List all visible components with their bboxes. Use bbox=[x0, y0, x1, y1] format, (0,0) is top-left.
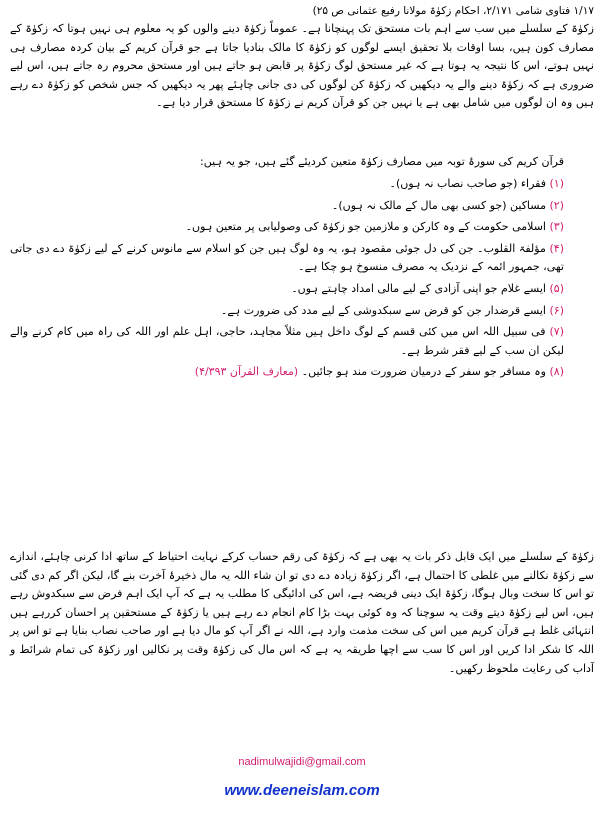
item-text: مؤلفۃ القلوب۔ جن کی دل جوئی مقصود ہو، یہ وہ لوگ ہیں جن کو اسلام سے مانوس کرنے کے لیے زکوٰۃ دے دی جاتی تھی، جمہور ائمہ کے نزدیک یہ مصرف منسوخ ہو چکا ہے۔ bbox=[10, 241, 564, 274]
item-text: اسلامی حکومت کے وہ کارکن و ملازمین جو زکوٰۃ کی وصولیابی پر متعین ہوں۔ bbox=[185, 220, 546, 234]
reference-line: ۱/۱۷ فتاوی شامی ۲/۱۷۱، احکام زکوٰۃ مولانا رفیع عثمانی ص ۲۵) bbox=[312, 5, 594, 17]
item-text: فقراء (جو صاحب نصاب نہ ہوں)۔ bbox=[389, 177, 546, 190]
item-number: (۸) bbox=[549, 365, 564, 379]
item-reference: (معارف القرآن ۴/۳۹۳) bbox=[194, 365, 299, 379]
item-text: فی سبیل اللہ اس میں کئی قسم کے لوگ داخل ہیں مثلاً مجاہد، حاجی، اہل علم اور اللہ کی راہ میں کام کرنے والے لیکن ان سب کے لیے فقر شرط ہے۔ bbox=[10, 325, 564, 357]
closing-paragraph bbox=[10, 548, 594, 678]
intro-paragraph bbox=[10, 20, 594, 113]
item-text: مساکین (جو کسی بھی مال کے مالک نہ ہوں)۔ bbox=[331, 198, 546, 212]
list-item bbox=[10, 218, 564, 237]
closing-paragraph-text: زکوٰۃ کے سلسلے میں ایک قابل ذکر بات یہ بھی ہے کہ زکوٰۃ کی رقم حساب کرکے نہایت احتیاط کے ساتھ ادا کرنی چاہئے، اندازے سے زکوٰۃ نکالنے میں غلطی کا احتمال ہے، اگر زکوٰۃ زیادہ دے دی تو ان شاء اللہ یہ مال ذخیرۂ آخرت بنے گا، لیکن اگر کم دی گئی تو اس کا سخت وبال ہوگا، زکوٰۃ ایک دینی فریضہ ہے، اس کی ادائیگی کا مطلب یہ ہے کہ آپ ایک اہم فرض سے سبکدوش رہے ہیں، اس لیے زکوٰۃ دیتے وقت یہ سوچنا کہ وہ کوئی بہت بڑا کام انجام دے رہے ہیں یا زکوٰۃ کے مستحقین پر احسان کررہے ہیں انتہائی غلط ہے قرآن کریم میں اس کی سخت مذمت وارد ہے، اللہ نے اگر آپ کو مال دیا ہے اور صاحب نصاب بنایا ہے تو اس پر اللہ کا شکر ادا کریں اور اس کا سب سے اچھا طریقہ یہ ہے کہ اس مال کی زکوٰۃ وقت پر نکالیں اور زکوٰۃ کی تمام شرائط و آداب کی رعایت ملحوظ رکھیں۔ bbox=[10, 550, 594, 675]
item-text: وہ مسافر جو سفر کے درمیان ضرورت مند ہو جائیں۔ bbox=[301, 365, 546, 379]
website-link[interactable]: www.deeneislam.com bbox=[224, 782, 380, 799]
email-address: nadimulwajidi@gmail.com bbox=[238, 756, 366, 768]
item-number: (۵) bbox=[549, 281, 564, 295]
list-item bbox=[10, 363, 564, 382]
intro-paragraph-text: زکوٰۃ کے سلسلے میں سب سے اہم بات مستحق تک پہنچانا ہے۔ عموماً زکوٰۃ دینے والوں کو یہ معلوم ہی نہیں ہوتا کہ زکوٰۃ کے مصارف کون ہیں، بسا اوقات بلا تحقیق ایسے لوگوں کو زکوٰۃ کا مالک بنادیا جاتا ہے جو قرآن کریم کے بیان کردہ مصارف ہی نہیں ہوتے، اس کا نتیجہ یہ ہوتا ہے کہ غیر مستحق لوگ زکوٰۃ پر قابض ہو جاتے ہیں اور مستحق محروم رہ جاتے ہیں، اس لیے ضروری ہے کہ زکوٰۃ دینے والے یہ دیکھیں کہ زکوٰۃ کن لوگوں کی دی جانی چاہئے پھر یہ دیکھیں کہ جس شخص کو زکوٰۃ دے رہے ہیں وہ ان لوگوں میں شامل بھی ہے یا نہیں جن کو قرآن کریم نے زکوٰۃ کا مستحق قرار دیا ہے۔ bbox=[10, 22, 594, 110]
list-item bbox=[10, 240, 564, 277]
list-item bbox=[10, 302, 564, 321]
masarif-list bbox=[10, 175, 564, 385]
item-text: ایسے قرضدار جن کو قرض سے سبکدوشی کے لیے مدد کی ضرورت ہے۔ bbox=[220, 303, 546, 317]
list-item bbox=[10, 175, 564, 194]
item-text: ایسے غلام جو اپنی آزادی کے لیے مالی امداد چاہتے ہوں۔ bbox=[291, 281, 546, 295]
item-number: (۴) bbox=[549, 241, 565, 255]
item-number: (۷) bbox=[549, 325, 564, 339]
list-item bbox=[10, 323, 564, 360]
item-number: (۳) bbox=[549, 220, 564, 234]
list-item bbox=[10, 197, 564, 216]
item-number: (۱) bbox=[549, 177, 564, 190]
list-intro: قرآن کریم کی سورۂ توبہ میں مصارف زکوٰۃ متعین کردیئے گئے ہیں، جو یہ ہیں: bbox=[200, 155, 564, 168]
item-number: (۲) bbox=[549, 198, 564, 212]
item-number: (۶) bbox=[549, 303, 564, 317]
list-item bbox=[10, 280, 564, 299]
